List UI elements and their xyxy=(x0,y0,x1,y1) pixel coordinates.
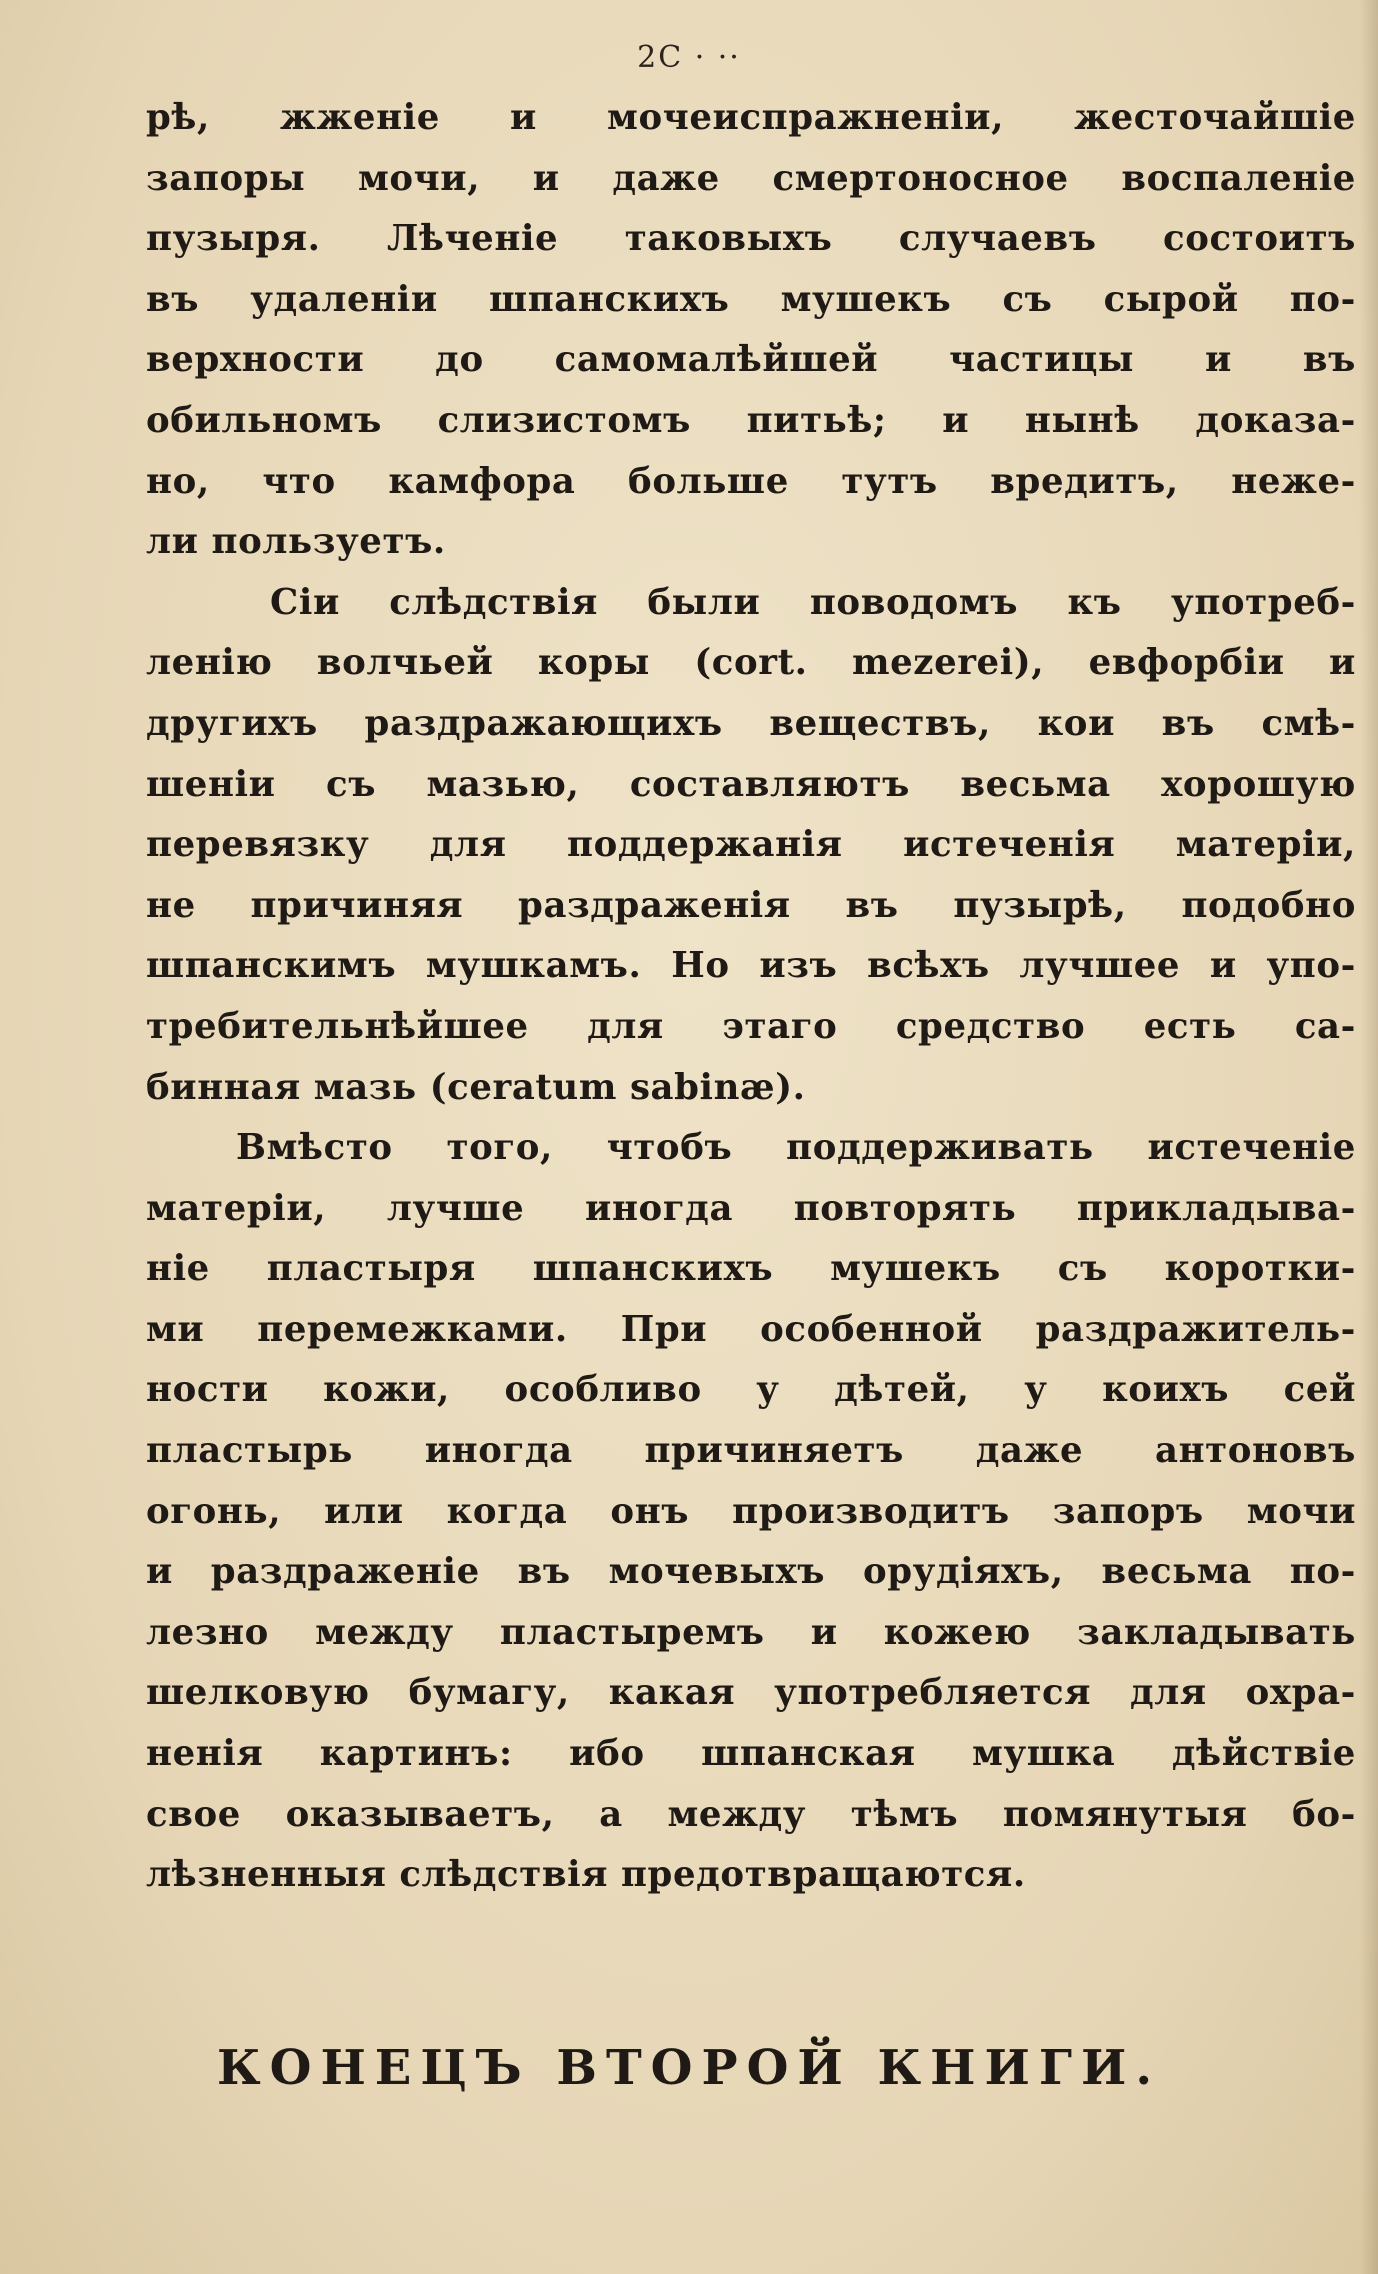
text-line: шпанскимъ мушкамъ. Но изъ всѣхъ лучшее и упо- xyxy=(146,945,1356,987)
text-line: перевязку для поддержанія истеченія матеріи, xyxy=(146,824,1356,866)
text-line: шелковую бумагу, какая употребляется для охра- xyxy=(146,1672,1356,1714)
text-line: не причиняя раздраженія въ пузырѣ, подобно xyxy=(146,884,1356,926)
text-line: ленію волчьей коры (cort. mezerei), евфорбіи и xyxy=(146,642,1356,684)
text-line: огонь, или когда онъ производитъ запоръ мочи xyxy=(146,1490,1356,1532)
text-line: ности кожи, особливо у дѣтей, у коихъ сей xyxy=(146,1369,1356,1411)
paragraph-first-line: Вмѣсто того, чтобъ поддерживать истеченіе xyxy=(236,1127,1356,1169)
text-line: ли пользуетъ. xyxy=(146,521,446,563)
text-line: ненія картинъ: ибо шпанская мушка дѣйствіе xyxy=(146,1733,1356,1775)
text-line: въ удаленіи шпанскихъ мушекъ съ сырой по- xyxy=(146,278,1356,320)
page-number: 2C · ·· xyxy=(637,40,741,75)
text-line: пузыря. Лѣченіе таковыхъ случаевъ состоитъ xyxy=(146,218,1356,260)
text-line: бинная мазь (ceratum sabinæ). xyxy=(146,1066,806,1108)
text-line: другихъ раздражающихъ веществъ, кои въ смѣ- xyxy=(146,702,1356,744)
text-line: но, что камфора больше тутъ вредитъ, неже- xyxy=(146,460,1356,502)
text-line: лѣзненныя слѣдствія предотвращаются. xyxy=(146,1854,1026,1896)
text-line: верхности до самомалѣйшей частицы и въ xyxy=(146,339,1356,381)
page-edge-shadow xyxy=(1360,0,1378,2274)
text-line: шеніи съ мазью, составляютъ весьма хорошую xyxy=(146,763,1356,805)
end-of-book-title: КОНЕЦЪ ВТОРОЙ КНИГИ. xyxy=(216,2040,1162,2096)
text-line: пластырь иногда причиняетъ даже антоновъ xyxy=(146,1430,1356,1472)
text-line: требительнѣйшее для этаго средство есть са- xyxy=(146,1005,1356,1047)
text-line: ніе пластыря шпанскихъ мушекъ съ коротки- xyxy=(146,1248,1356,1290)
text-line: и раздраженіе въ мочевыхъ орудіяхъ, весьма по- xyxy=(146,1551,1356,1593)
body-text xyxy=(146,88,1356,1906)
text-line: рѣ, жженіе и мочеиспражненіи, жесточайшіе xyxy=(146,97,1356,138)
text-line: матеріи, лучше иногда повторять прикладыва- xyxy=(146,1187,1356,1229)
text-line: ми перемежками. При особенной раздражитель- xyxy=(146,1308,1356,1350)
text-line: лезно между пластыремъ и кожею закладывать xyxy=(146,1611,1356,1653)
paragraph-first-line: Сіи слѣдствія были поводомъ къ употреб- xyxy=(270,581,1356,623)
text-line: обильномъ слизистомъ питьѣ; и нынѣ доказа- xyxy=(146,399,1356,441)
text-line: запоры мочи, и даже смертоносное воспаленіе xyxy=(146,157,1356,199)
text-line: свое оказываетъ, а между тѣмъ помянутыя бо- xyxy=(146,1793,1356,1835)
